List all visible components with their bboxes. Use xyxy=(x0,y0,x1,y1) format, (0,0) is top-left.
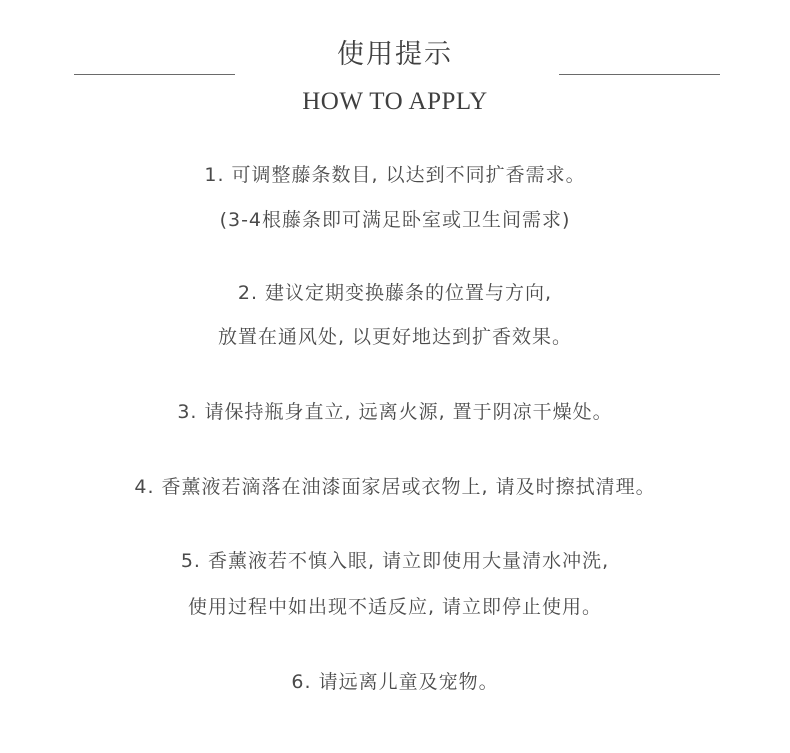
instruction-1-line-2: (3-4根藤条即可满足卧室或卫生间需求) xyxy=(219,209,571,231)
instruction-6-line-1: 6. 请远离儿童及宠物。 xyxy=(291,671,499,693)
instruction-4-line-1: 4. 香薰液若滴落在油漆面家居或衣物上, 请及时擦拭清理。 xyxy=(134,476,656,498)
divider-right xyxy=(559,74,720,75)
instruction-5-line-1: 5. 香薰液若不慎入眼, 请立即使用大量清水冲洗, xyxy=(180,550,610,572)
instruction-1-line-1: 1. 可调整藤条数目, 以达到不同扩香需求。 xyxy=(204,164,586,186)
instruction-5-line-2: 使用过程中如出现不适反应, 请立即停止使用。 xyxy=(187,596,603,618)
title-cn: 使用提示 xyxy=(337,39,453,70)
instruction-2-line-1: 2. 建议定期变换藤条的位置与方向, xyxy=(237,282,553,304)
instruction-2-line-2: 放置在通风处, 以更好地达到扩香效果。 xyxy=(217,326,573,348)
divider-left xyxy=(74,74,235,75)
title-en: HOW TO APPLY xyxy=(302,88,488,115)
instruction-3-line-1: 3. 请保持瓶身直立, 远离火源, 置于阴凉干燥处。 xyxy=(177,401,613,423)
